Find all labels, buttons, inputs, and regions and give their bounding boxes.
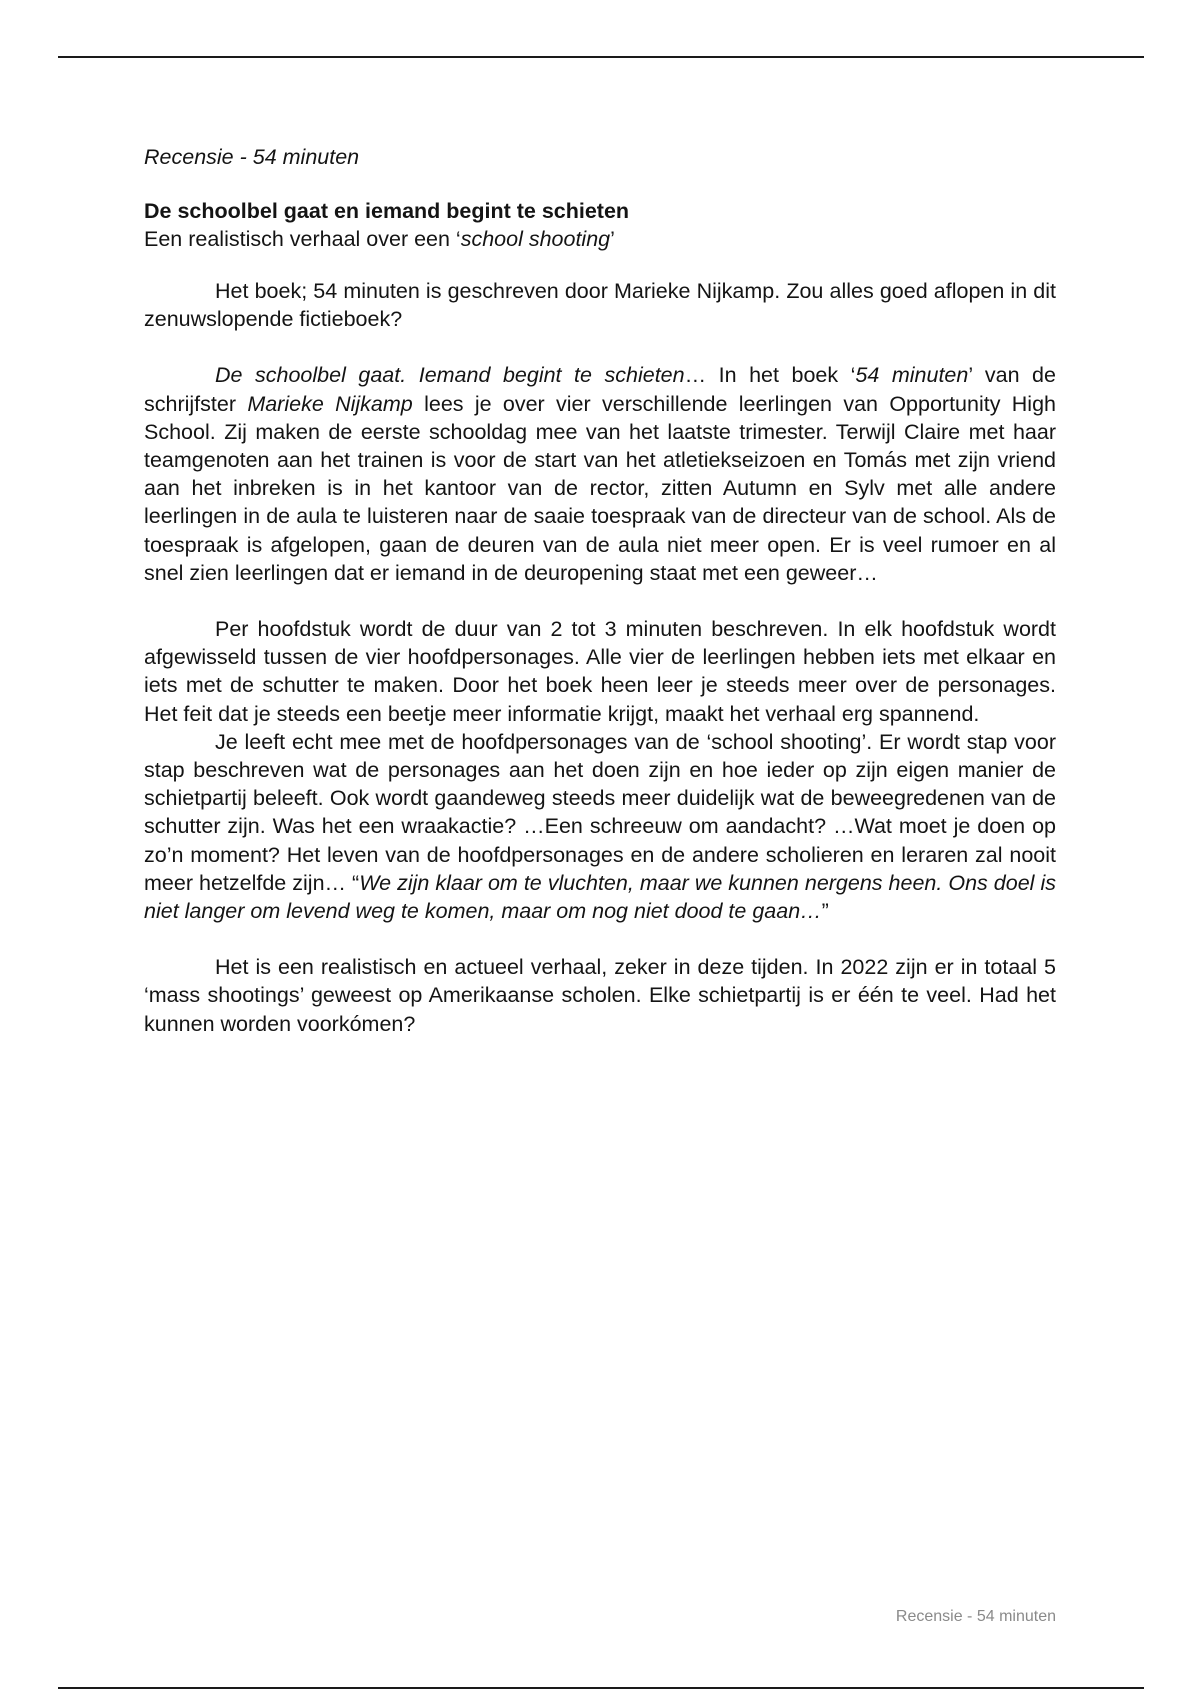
bottom-rule <box>58 1687 1144 1689</box>
document-page <box>144 143 1056 1038</box>
article-title: De schoolbel gaat en iemand begint te schieten <box>144 199 630 223</box>
page-footer: Recensie - 54 minuten <box>895 1608 1056 1625</box>
intro-paragraph: Het boek; 54 minuten is geschreven door Marieke Nijkamp. Zou alles goed aflopen in dit zenuwslopende fictieboek? <box>144 279 1056 332</box>
experience-paragraph: Je leeft echt mee met de hoofdpersonages van de ‘school shooting’. Er wordt stap voor stap beschreven wat de personages aan het doen zijn en hoe ieder op zijn eigen manier de schietpartij beleeft. Ook wordt gaandeweg steeds meer duidelijk wat de beweegredenen van de schutter zijn. Was het een wraakactie? …Een schreeuw om aandacht? …Wat moet je doen op zo’n moment? Het leven van de hoofdpersonages en de andere scholieren en leraren zal nooit meer hetzelfde zijn… “We zijn klaar om te vluchten, maar we kunnen nergens heen. Ons doel is niet langer om levend weg te komen, maar om nog niet dood te gaan…” <box>144 729 1056 924</box>
structure-paragraph: Per hoofdstuk wordt de duur van 2 tot 3 minuten beschreven. In elk hoofdstuk wordt afgewisseld tussen de vier hoofdpersonages. Alle vier de leerlingen hebben iets met elkaar en iets met de schutter te maken. Door het boek heen leer je steeds meer over de personages. Het feit dat je steeds een beetje meer informatie krijgt, maakt het verhaal erg spannend. <box>144 617 1056 726</box>
article-subtitle: Een realistisch verhaal over een ‘school shooting’ <box>144 227 615 251</box>
summary-paragraph: De schoolbel gaat. Iemand begint te schieten… In het boek ‘54 minuten’ van de schrijfster Marieke Nijkamp lees je over vier verschillende leerlingen van Opportunity High School. Zij maken de eerste schooldag mee van het laatste trimester. Terwijl Claire met haar teamgenoten aan het trainen is voor de start van het atletiekseizoen en Tomás met zijn vriend aan het inbreken is in het kantoor van de rector, zitten Autumn en Sylv met alle andere leerlingen in de aula te luisteren naar de saaie toespraak van de directeur van de school. Als de toespraak is afgelopen, gaan de deuren van de aula niet meer open. Er is veel rumoer en al snel zien leerlingen dat er iemand in de deuropening staat met een geweer… <box>144 363 1056 585</box>
document-label: Recensie - 54 minuten <box>144 145 360 169</box>
top-rule <box>58 56 1144 58</box>
conclusion-paragraph: Het is een realistisch en actueel verhaal, zeker in deze tijden. In 2022 zijn er in totaal 5 ‘mass shootings’ geweest op Amerikaanse scholen. Elke schietpartij is er één te veel. Had het kunnen worden voorkómen? <box>144 955 1056 1036</box>
